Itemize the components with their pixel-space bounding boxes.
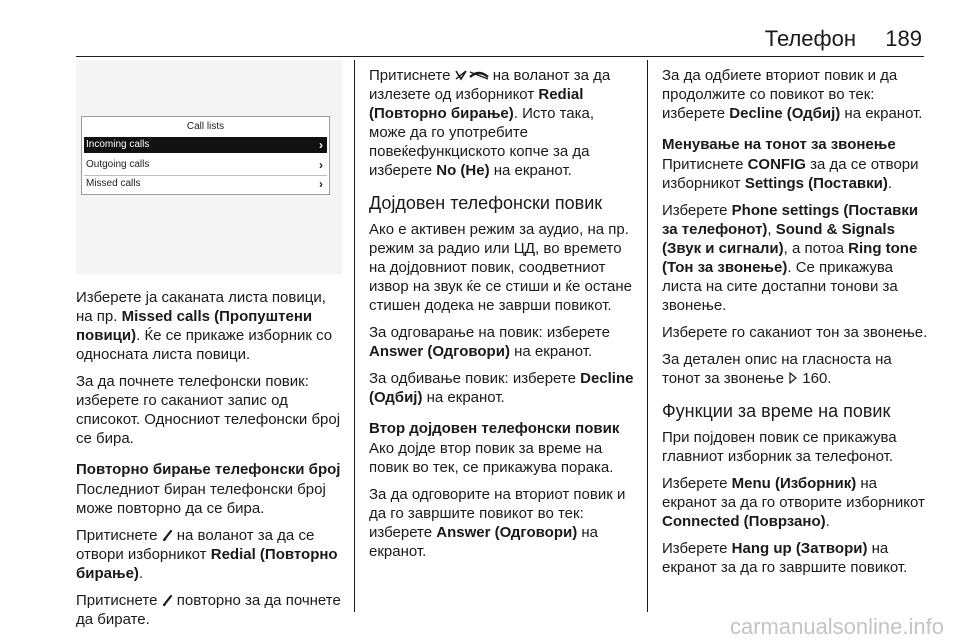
page-reference-arrow-icon <box>788 372 798 384</box>
section-heading: Менување на тонот за звонење <box>662 136 896 153</box>
page-header <box>0 0 960 58</box>
paragraph: Изберете ја саканата листа повици, на пр. Missed calls (Пропуштени повици). Ќе се прикаже изборник со односната листа повици. <box>76 289 333 363</box>
page-title: Телефон <box>764 26 856 51</box>
column-3 <box>662 66 928 585</box>
chevron-right-icon: › <box>319 138 323 152</box>
section-heading: Функции за време на повик <box>662 401 891 421</box>
screen-item-incoming-calls <box>84 137 327 153</box>
screen-item-label: Missed calls <box>86 178 141 189</box>
section-heading: Втор дојдовен телефонски повик <box>369 420 620 437</box>
paragraph: Притиснете на воланот за да се отвори изборникот Redial (Повторно бирање). <box>76 527 338 582</box>
paragraph: Ако е активен режим за аудио, на пр. режим за радио или ЦД, во времето на дојдовниот повик, соодветниот извор на звук ќе се стиши и ќе остане стишен додека не заврши повикот. <box>369 221 632 314</box>
paragraph: За да почнете телефонски повик: изберете го саканиот запис од списокот. Односниот телефонски број се бира. <box>76 373 341 447</box>
call-lists-screen-figure <box>76 60 342 274</box>
paragraph: За одбивање повик: изберете Decline (Одбиј) на екранот. <box>369 370 634 406</box>
paragraph: Ако дојде втор повик за време на повик во тек, се прикажува порака. <box>369 440 614 476</box>
screen-item-missed-calls <box>84 176 327 192</box>
column-divider <box>354 60 355 612</box>
screen-item-label: Incoming calls <box>86 139 150 150</box>
paragraph: Изберете го саканиот тон за звонење. <box>662 324 928 341</box>
header-rule <box>76 56 924 57</box>
section-heading: Дојдовен телефонски повик <box>369 193 603 213</box>
paragraph: Изберете Phone settings (Поставки за телефонот), Sound & Signals (Звук и сигнали), а потоа Ring tone (Тон за звонење). Се прикажува листа на сите достапни тонови за звонење. <box>662 202 919 314</box>
watermark: carmanualsonline.info <box>729 614 944 639</box>
paragraph: Притиснете на воланот за да излезете од изборникот Redial (Повторно бирање). Исто така, може да го употребите повеќефункциското копче за да изберете No (Не) на екранот. <box>369 67 611 179</box>
section-heading: Повторно бирање телефонски број <box>76 461 341 478</box>
phone-handset-icon <box>162 529 173 541</box>
mute-hangup-icon <box>455 69 489 81</box>
paragraph: Последниот биран телефонски број може повторно да се бира. <box>76 481 326 517</box>
paragraph: Притиснете CONFIG за да се отвори изборникот Settings (Поставки). <box>662 156 919 192</box>
phone-handset-icon <box>162 594 173 606</box>
screen-title: Call lists <box>186 121 225 132</box>
column-2 <box>369 66 635 569</box>
paragraph: За да одговорите на вториот повик и да го завршите повикот во тек: изберете Answer (Одговори) на екранот. <box>369 486 626 560</box>
paragraph: За да одбиете вториот повик и да продолжите со повикот во тек: изберете Decline (Одбиј) на екранот. <box>662 67 923 122</box>
paragraph: Изберете Hang up (Затвори) на екранот за да го завршите повикот. <box>662 540 908 576</box>
chevron-right-icon: › <box>319 177 323 191</box>
paragraph: При појдовен повик се прикажува главниот изборник за телефонот. <box>662 429 897 465</box>
paragraph: Изберете Menu (Изборник) на екранот за да го отворите изборникот Connected (Поврзано). <box>662 475 925 530</box>
chevron-right-icon: › <box>319 158 323 172</box>
display-screen <box>81 116 330 195</box>
paragraph: За одговарање на повик: изберете Answer (Одговори) на екранот. <box>369 324 610 360</box>
screen-item-outgoing-calls <box>84 157 327 173</box>
paragraph: Притиснете повторно за да почнете да бирате. <box>76 592 341 628</box>
page-number: 189 <box>885 26 922 51</box>
column-divider <box>647 60 648 612</box>
screen-item-label: Outgoing calls <box>86 159 150 170</box>
column-1 <box>76 60 342 637</box>
paragraph: За детален опис на гласноста на тонот за звонење 160. <box>662 351 892 387</box>
